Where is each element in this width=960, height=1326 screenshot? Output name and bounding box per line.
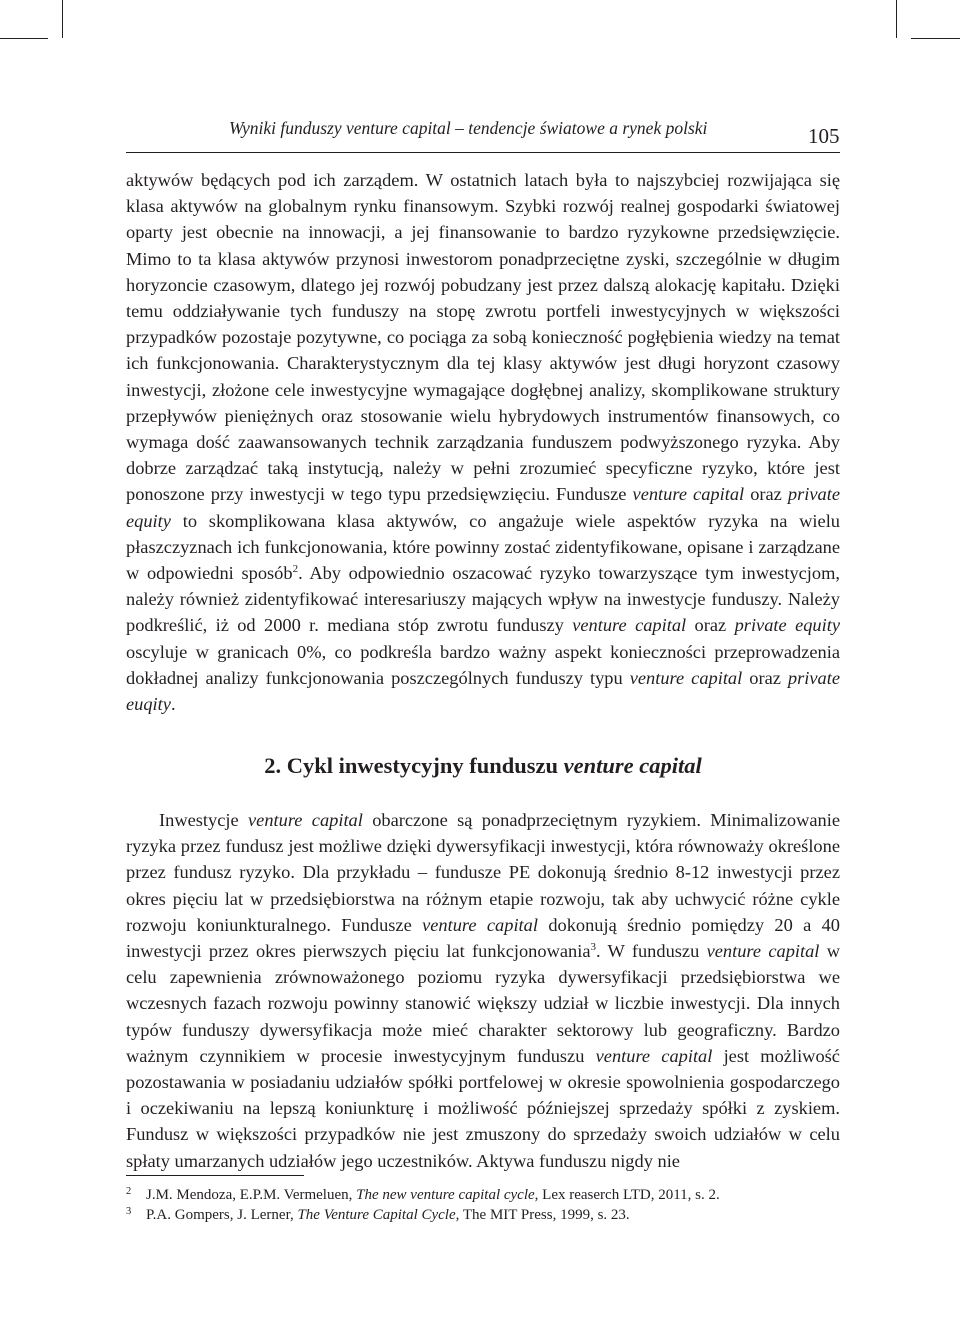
crop-mark-top-left-horizontal xyxy=(0,38,48,39)
footnote-number: 3 xyxy=(126,1206,132,1217)
footnote-ref-3[interactable]: 3 xyxy=(590,940,596,953)
header-rule xyxy=(126,152,840,153)
paragraph-2: Inwestycje venture capital obarczone są ponadprzeciętnym ryzykiem. Minimalizowanie ryzyka przez fundusz jest możliwe dzięki dywersyfikacji inwestycji, która równoważy określone przez fundusz ryzyko. Dla przykładu – fundusze PE dokonują średnio 8-12 inwestycji przez okres pięciu lat w przedsiębiorstwa na różnym etapie rozwoju, tak aby uchwycić różne cykle rozwoju koniunkturalnego. Fundusze venture capital dokonują średnio pomiędzy 20 a 40 inwestycji przez okres pierwszych pięciu lat funkcjonowania$^3$. W funduszu venture capital w celu zapewnienia zrównoważonego poziomu ryzyka dywersyfikacji przedsiębiorstwa we wczesnych fazach rozwoju powinny stanowić większy udział w liczbie inwestycji. Dla innych typów funduszy dywersyfikacja może mieć charakter sektorowy lub geograficzny. Bardzo ważnym czynnikiem w procesie inwestycyjnym funduszu venture capital jest możliwość pozostawania w posiadaniu udziałów spółki portfelowej w okresie spowolnienia gospodarczego i oczekiwaniu na lepszą koniunkturę i możliwość późniejszej sprzedaży spółki z zyskiem. Fundusz w większości przypadków nie jest zmuszony do sprzedaży swoich udziałów w celu spłaty umarzanych udziałów jego uczestników. Aktywa funduszu nigdy nie xyxy=(126,810,841,1171)
footnotes xyxy=(126,1185,840,1225)
page-number: 105 xyxy=(808,124,840,148)
section-heading: 2. Cykl inwestycyjny funduszu venture capital xyxy=(264,753,702,778)
crop-mark-top-left-vertical xyxy=(62,0,63,38)
footnote-ref-2[interactable]: 2 xyxy=(292,562,299,575)
footnote-2: 2 J.M. Mendoza, E.P.M. Vermeluen, The new venture capital cycle, Lex reaserch LTD, 2011, s. 2. xyxy=(126,1185,840,1205)
footnote-number: 2 xyxy=(126,1186,132,1197)
footnote-3: 3 P.A. Gompers, J. Lerner, The Venture Capital Cycle, The MIT Press, 1999, s. 23. xyxy=(126,1205,840,1225)
running-title: Wyniki funduszy venture capital – tendencje światowe a rynek polski xyxy=(229,118,708,138)
crop-mark-top-right-horizontal xyxy=(911,38,960,39)
footnote-rule xyxy=(126,1175,304,1176)
paragraph-1: aktywów będących pod ich zarządem. W ostatnich latach była to najszybciej rozwijająca się klasa aktywów na globalnym rynku finansowym. Szybki rozwój realnej gospodarki światowej oparty jest obecnie na innowacji, a jej finansowanie to bardzo ryzykowne przedsięwzięcie. Mimo to ta klasa aktywów przynosi inwestorom ponadprzeciętne zyski, szczególnie w długim horyzoncie czasowym, dlatego jej rozwój pobudzany jest przez dalszą alokację kapitału. Dzięki temu oddziaływanie tych funduszy na stopę zwrotu portfeli inwestycyjnych w większości przypadków pozostaje pozytywne, co pociąga za sobą konieczność pogłębienia wiedzy na temat ich funkcjonowania. Charakterystycznym dla tej klasy aktywów jest długi horyzont czasowy inwestycji, złożone cele inwestycyjne wymagające dogłębnej analizy, skomplikowane struktury przepływów pieniężnych oraz stosowanie wielu hybrydowych instrumentów finansowych, co wymaga dość zaawansowanych technik zarządzania funduszem podwyższonego ryzyka. Aby dobrze zarządzać taką instytucją, należy w pełni zrozumieć specyficzne ryzyko, które jest ponoszone przy inwestycji w tego typu przedsięwzięciu. Fundusze venture capital oraz private equity to skomplikowana klasa aktywów, co angażuje wiele aspektów ryzyka na wielu płaszczyznach ich funkcjonowania, które powinny zostać zidentyfikowane, opisane i zarządzane w odpowiedni sposób$^2$. Aby odpowiednio oszacować ryzyko towarzyszące tym inwestycjom, należy również zidentyfikować interesariuszy mających wpływ na inwestycje funduszy. Należy podkreślić, iż od 2000 r. mediana stóp zwrotu funduszy venture capital oraz private equity oscyluje w granicach 0%, co podkreśla bardzo ważny aspekt konieczności przeprowadzenia dokładnej analizy funkcjonowania poszczególnych funduszy typu venture capital oraz private euqity. xyxy=(126,170,841,715)
crop-mark-top-right-vertical xyxy=(896,0,897,38)
